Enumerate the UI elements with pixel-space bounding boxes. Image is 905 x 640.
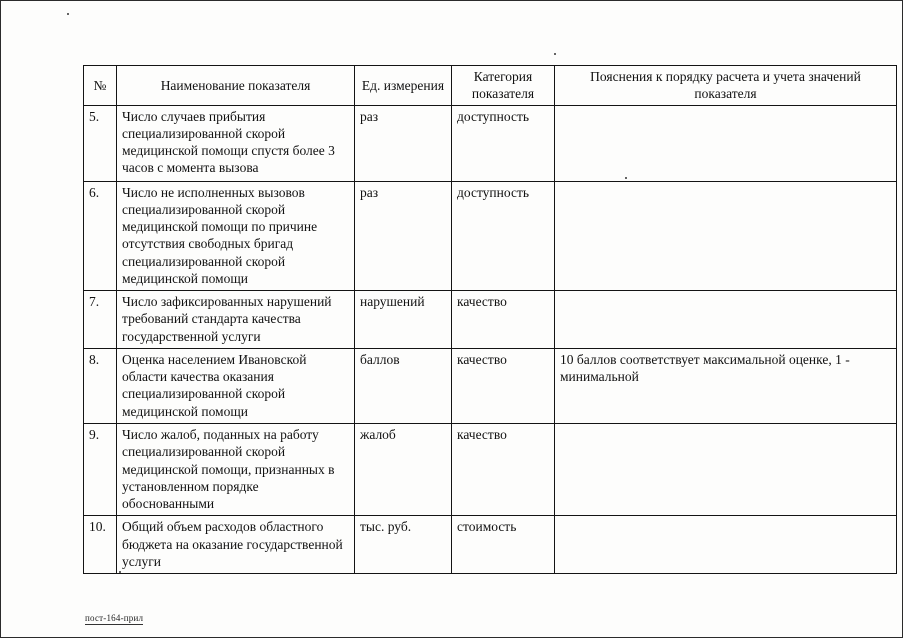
cell-category: доступность [452, 181, 555, 291]
header-row [84, 66, 897, 106]
cell-notes [555, 291, 897, 349]
scan-speck [67, 13, 69, 15]
scan-speck [119, 571, 121, 573]
cell-indicator-name: Число не исполненных вызовов специализированной скорой медицинской помощи по причине отсутствия свободных бригад специализированной скорой медицинской помощи [117, 181, 355, 291]
column-header-unit: Ед. измерения [355, 66, 452, 106]
cell-unit: нарушений [355, 291, 452, 349]
column-header-notes: Пояснения к порядку расчета и учета значений показателя [555, 66, 897, 106]
cell-unit: баллов [355, 348, 452, 423]
column-header-indicator-name: Наименование показателя [117, 66, 355, 106]
cell-indicator-name: Число жалоб, поданных на работу специализированной скорой медицинской помощи, признанных в установленном порядке обоснованными [117, 423, 355, 515]
cell-number: 5. [84, 105, 117, 181]
table-row [84, 423, 897, 515]
cell-number: 6. [84, 181, 117, 291]
cell-number: 10. [84, 516, 117, 574]
column-header-number: № [84, 66, 117, 106]
cell-notes [555, 423, 897, 515]
cell-indicator-name: Общий объем расходов областного бюджета на оказание государственной услуги [117, 516, 355, 574]
cell-category: стоимость [452, 516, 555, 574]
cell-number: 9. [84, 423, 117, 515]
cell-number: 8. [84, 348, 117, 423]
cell-category: качество [452, 423, 555, 515]
cell-unit: жалоб [355, 423, 452, 515]
column-header-category: Категория показателя [452, 66, 555, 106]
cell-notes [555, 105, 897, 181]
cell-category: качество [452, 291, 555, 349]
footer-stamp: пост-164-прил [85, 613, 144, 623]
cell-unit: раз [355, 181, 452, 291]
cell-indicator-name: Число зафиксированных нарушений требований стандарта качества государственной услуги [117, 291, 355, 349]
cell-indicator-name: Оценка населением Ивановской области качества оказания специализированной скорой медицинской помощи [117, 348, 355, 423]
scan-speck [554, 53, 556, 55]
cell-notes: 10 баллов соответствует максимальной оценке, 1 - минимальной [555, 348, 897, 423]
table-row [84, 348, 897, 423]
cell-notes [555, 516, 897, 574]
table-row [84, 105, 897, 181]
cell-unit: раз [355, 105, 452, 181]
table-row [84, 516, 897, 574]
cell-number: 7. [84, 291, 117, 349]
table-row [84, 291, 897, 349]
table-row [84, 181, 897, 291]
cell-unit: тыс. руб. [355, 516, 452, 574]
cell-category: качество [452, 348, 555, 423]
indicators-table [83, 65, 897, 574]
scan-speck [625, 177, 627, 179]
cell-notes [555, 181, 897, 291]
cell-indicator-name: Число случаев прибытия специализированной скорой медицинской помощи спустя более 3 часов с момента вызова [117, 105, 355, 181]
cell-category: доступность [452, 105, 555, 181]
